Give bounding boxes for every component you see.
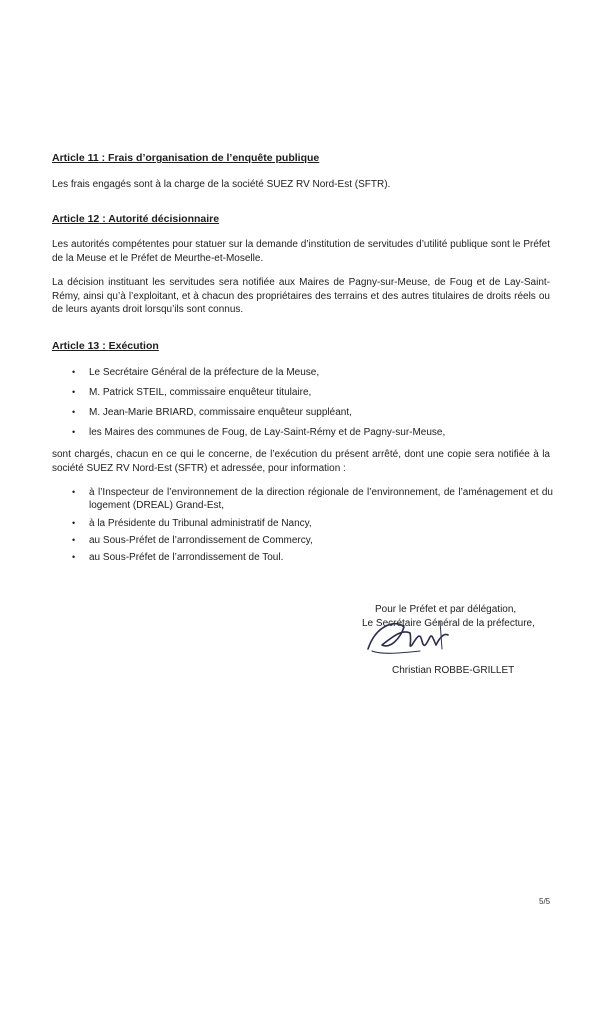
article-13-separator: :: [99, 340, 109, 352]
information-list: [0, 486, 600, 568]
article-12-paragraph-1: Les autorités compétentes pour statuer sur la demande d’institution de servitudes d’utilité publique sont le Préfet de la Meuse et le Préfet de Meurthe-et-Moselle.: [52, 239, 550, 264]
article-13-number: Article 13: [52, 340, 100, 352]
bullet-icon: •: [72, 407, 76, 417]
list-item: • M. Jean-Marie BRIARD, commissaire enquêteur suppléant,: [72, 407, 352, 418]
page-number: 5/5: [539, 897, 551, 906]
bullet-icon: •: [72, 487, 76, 497]
list-item: • au Sous-Préfet de l’arrondissement de Toul.: [72, 552, 284, 563]
list-item: • Le Secrétaire Général de la préfecture de la Meuse,: [72, 367, 320, 378]
article-12-title: Autorité décisionnaire: [108, 213, 220, 225]
article-12-paragraph-2: La décision instituant les servitudes sera notifiée aux Maires de Pagny-sur-Meuse, de Foug et de Lay-Saint-Rémy, ainsi qu’à l’exploitant, et à chacun des propriétaires des terrains et des autres titulaires de droits réels ou de leurs ayants droit lorsqu’ils sont connus.: [52, 277, 550, 315]
signatory-name: Christian ROBBE-GRILLET: [392, 665, 515, 676]
article-13-title: Exécution: [108, 340, 159, 352]
article-12-heading: [52, 213, 219, 225]
bullet-icon: •: [72, 552, 76, 562]
signature-delegation-line: Pour le Préfet et par délégation,: [375, 604, 517, 615]
bullet-icon: •: [72, 535, 76, 545]
article-11-title: Frais d’organisation de l’enquête publique: [108, 152, 320, 164]
article-11-text: Les frais engagés sont à la charge de la société SUEZ RV Nord-Est (SFTR).: [52, 179, 391, 190]
article-12-number: Article 12: [52, 213, 100, 225]
list-item: • à l’Inspecteur de l’environnement de la direction régionale de l’environnement, de l’aménagement et du logement (DREAL) Grand-Est,: [72, 487, 553, 511]
article-13-heading: [52, 340, 159, 352]
list-item: • M. Patrick STEIL, commissaire enquêteur titulaire,: [72, 387, 312, 398]
execution-middle-text: sont chargés, chacun en ce qui le concerne, de l’exécution du présent arrêté, dont une copie sera notifiée à la société SUEZ RV Nord-Est (SFTR) et adressée, pour information :: [52, 449, 550, 474]
execution-list: [0, 366, 600, 446]
list-item: • au Sous-Préfet de l’arrondissement de Commercy,: [72, 535, 313, 546]
bullet-icon: •: [72, 387, 76, 397]
article-11-number: Article 11: [52, 152, 99, 164]
article-11-separator: :: [98, 152, 109, 164]
bullet-icon: •: [72, 427, 76, 437]
article-12-separator: :: [99, 213, 109, 225]
list-item: • à la Présidente du Tribunal administratif de Nancy,: [72, 518, 312, 529]
article-11-heading: [52, 152, 319, 164]
bullet-icon: •: [72, 367, 76, 377]
handwritten-signature: [362, 615, 472, 660]
signature-title-line: Le Secrétaire Général de la préfecture,: [362, 618, 535, 629]
list-item: • les Maires des communes de Foug, de Lay-Saint-Rémy et de Pagny-sur-Meuse,: [72, 427, 446, 438]
bullet-icon: •: [72, 518, 76, 528]
